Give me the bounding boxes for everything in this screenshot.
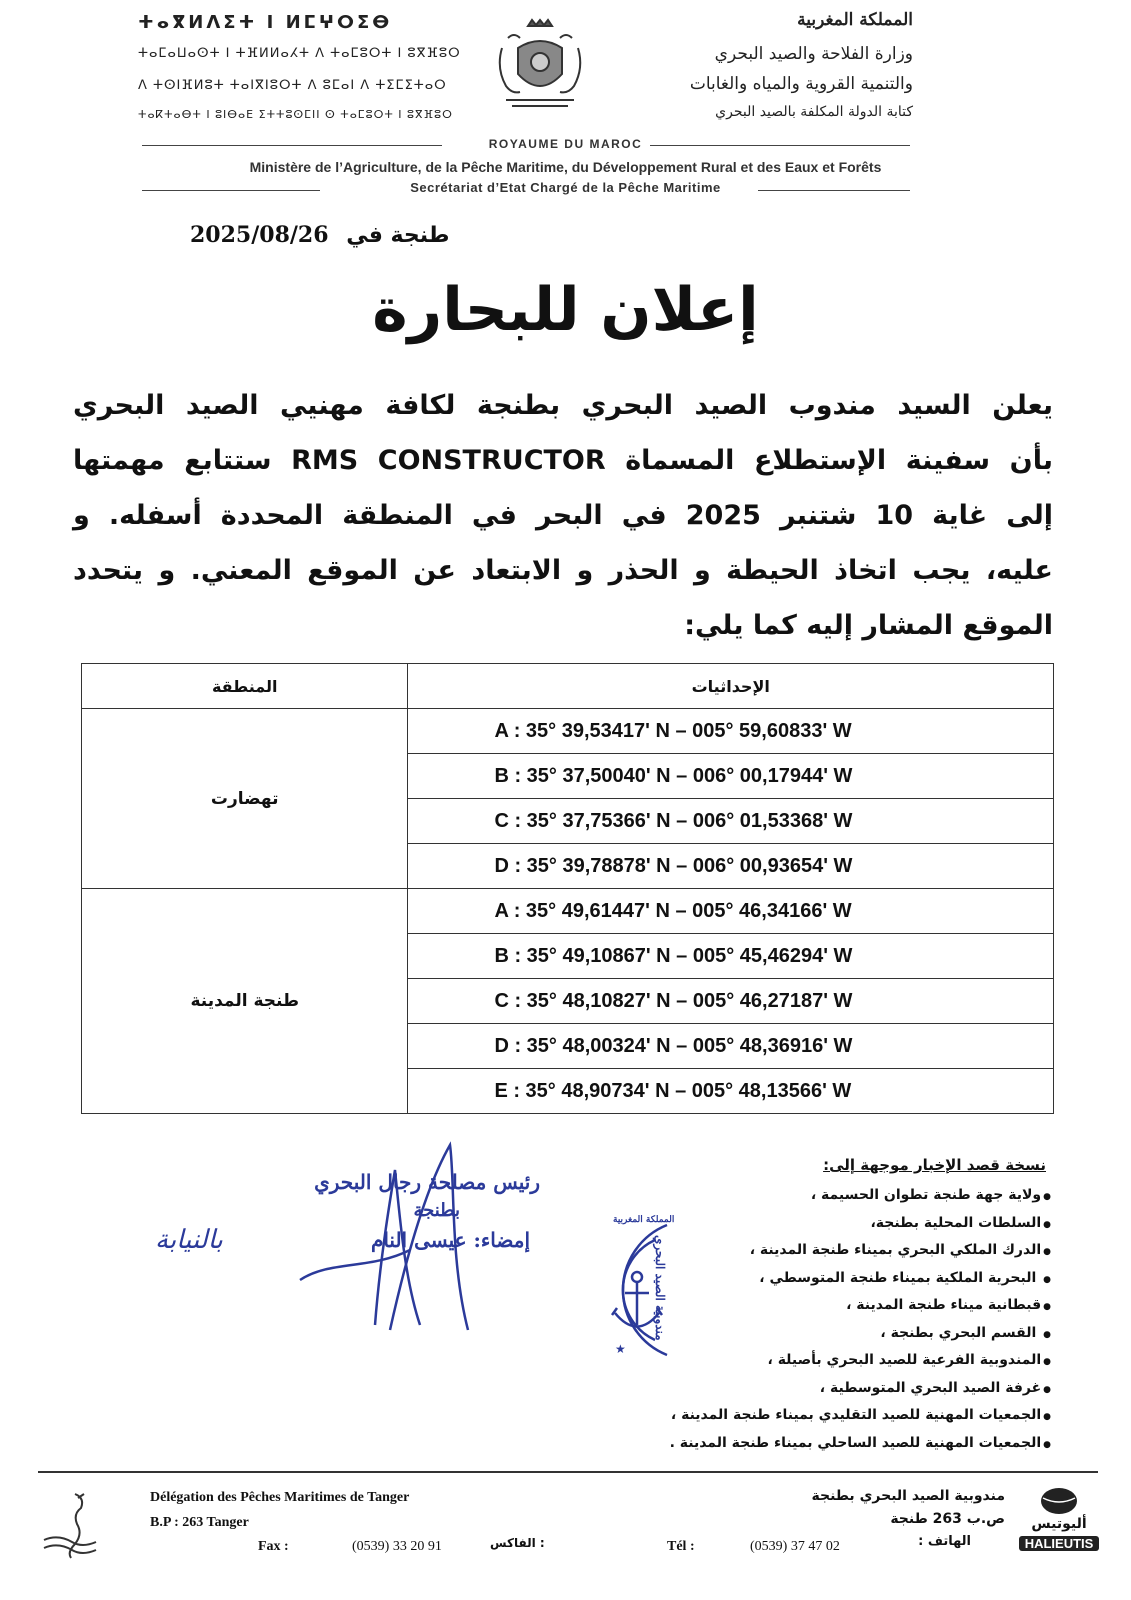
list-item: ● غرفة الصيد البحري المتوسطية ،: [531, 1375, 1051, 1403]
anchor-stamp-icon: [585, 1215, 685, 1365]
header-coordinates: الإحداثيات: [408, 664, 1054, 709]
list-item: ● قبطانية ميناء طنجة المدينة ،: [531, 1292, 1051, 1320]
table-row: [82, 709, 1054, 754]
body-line-2: بأن سفينة الإستطلاع المسماة RMS CONSTRUCTOR ستتابع مهمتها: [73, 445, 1053, 476]
list-item: ● القسم البحري بطنجة ،: [531, 1320, 1051, 1348]
footer-tel-label: Tél :: [667, 1539, 695, 1554]
halieutis-logo-ar: أليوتيس: [1031, 1516, 1087, 1532]
header-divider-bottom-left: [142, 190, 320, 191]
list-item: ● السلطات المحلية بطنجة،: [531, 1210, 1051, 1238]
footer-fax-label: Fax :: [258, 1539, 289, 1554]
header-divider-left: [142, 145, 442, 146]
signature-stamp-line-3: إمضاء: عيسى النام: [370, 1228, 530, 1252]
date-value: 2025/08/26: [190, 222, 329, 248]
round-stamp-inner: المملكة المغربية: [613, 1215, 675, 1225]
halieutis-logo-fr: HALIEUTIS: [1019, 1536, 1099, 1551]
coordinate-point: B : 35° 49,10867' N – 005° 45,46294' W: [408, 934, 1054, 979]
date-prefix: طنجة في: [346, 223, 450, 248]
tifinagh-ministry-line-1: ⵜⴰⵎⴰⵡⴰⵙⵜ ⵏ ⵜⴼⵍⵍⴰⵃⵜ ⴷ ⵜⴰⵎⵓⵔⵜ ⵏ ⵓⴳⴼⵓⵔ: [138, 46, 461, 61]
copy-to-title: نسخة قصد الإخبار موجهة إلى:: [823, 1156, 1046, 1174]
date-line: [190, 222, 449, 248]
footer-ar-name: مندوبية الصيد البحري بطنجة: [811, 1488, 1005, 1504]
footer-divider: [38, 1471, 1098, 1473]
coordinate-point: D : 35° 39,78878' N – 006° 00,93654' W: [408, 844, 1054, 889]
coat-of-arms-emblem: [488, 18, 592, 114]
delegation-logo: [40, 1488, 100, 1560]
signature-stamp-line-2: بطنجة: [413, 1200, 460, 1221]
coordinate-point: C : 35° 48,10827' N – 005° 46,27187' W: [408, 979, 1054, 1024]
arabic-secretariat: كتابة الدولة المكلفة بالصيد البحري: [715, 104, 913, 120]
arabic-ministry-line-1: وزارة الفلاحة والصيد البحري: [714, 44, 913, 64]
list-item: ● البحرية الملكية بميناء طنجة المتوسطي ،: [531, 1265, 1051, 1293]
page-title: إعلان للبحارة: [372, 275, 759, 345]
header-zone: المنطقة: [82, 664, 408, 709]
tifinagh-kingdom: ⵜⴰⴳⵍⴷⵉⵜ ⵏ ⵍⵎⵖⵔⵉⴱ: [138, 12, 393, 33]
list-item: ● الجمعيات المهنية للصيد الساحلي بميناء طنجة المدينة .: [531, 1430, 1051, 1458]
coordinate-point: C : 35° 37,75366' N – 006° 01,53368' W: [408, 799, 1054, 844]
by-delegation-text: بالنيابة: [155, 1225, 223, 1255]
zone-name: طنجة المدينة: [82, 889, 408, 1114]
list-item: ● المندوبية الفرعية للصيد البحري بأصيلة ،: [531, 1347, 1051, 1375]
round-stamp-text: مندوبية الصيد البحري: [653, 1235, 667, 1341]
footer-tel-number: (0539) 37 47 02: [750, 1539, 840, 1554]
table-row: [82, 889, 1054, 934]
body-line-4: عليه، يجب اتخاذ الحيطة و الحذر و الابتعاد عن الموقع المعني. و يتحدد: [73, 555, 1053, 586]
coordinate-point: B : 35° 37,50040' N – 006° 00,17944' W: [408, 754, 1054, 799]
body-line-5: الموقع المشار إليه كما يلي:: [684, 610, 1053, 641]
round-stamp: [585, 1215, 685, 1365]
signature-block: [150, 1140, 570, 1340]
coordinate-point: A : 35° 39,53417' N – 005° 59,60833' W: [408, 709, 1054, 754]
header-divider-bottom-right: [758, 190, 910, 191]
body-line-1: يعلن السيد مندوب الصيد البحري بطنجة لكافة مهنيي الصيد البحري: [73, 390, 1053, 421]
list-item: ● ولاية جهة طنجة تطوان الحسيمة ،: [531, 1182, 1051, 1210]
arabic-kingdom: المملكة المغربية: [797, 10, 913, 30]
table-header-row: [82, 664, 1054, 709]
footer-fax-label-ar: : الفاكس: [490, 1536, 545, 1550]
secretariat-name: Secrétariat d’Etat Chargé de la Pêche Maritime: [410, 180, 721, 195]
signature-stamp-line-1: رئيس مصلحة رجال البحري: [314, 1170, 540, 1194]
header-divider-right: [650, 145, 910, 146]
halieutis-logo: [1017, 1486, 1101, 1558]
zone-name: تهضارت: [82, 709, 408, 889]
coordinates-table: [81, 663, 1054, 1114]
coordinate-point: A : 35° 49,61447' N – 005° 46,34166' W: [408, 889, 1054, 934]
ministry-name: Ministère de l’Agriculture, de la Pêche Maritime, du Développement Rural et des Eaux et Forêts: [249, 159, 882, 175]
body-line-3: إلى غاية 10 شتنبر 2025 في البحر في المنطقة المحددة أسفله. و: [73, 500, 1053, 531]
tifinagh-ministry-line-2: ⴷ ⵜⵙⵏⴼⵍⵓⵜ ⵜⴰⵏⴳⵏⵓⵔⵜ ⴷ ⵓⵎⴰⵏ ⴷ ⵜⵉⵎⵉⵜⴰⵔ: [138, 78, 447, 93]
globe-logo-icon: [1039, 1486, 1079, 1516]
tifinagh-secretariat: ⵜⴰⴽⵜⴰⴱⵜ ⵏ ⵓⵏⴱⴰⴹ ⵉⵜⵜⵓⵙⵎⵏⵏ ⵙ ⵜⴰⵎⵓⵔⵜ ⵏ ⵓⴳⴼⵓⵔ: [138, 108, 453, 121]
footer-fax-number: (0539) 33 20 91: [352, 1539, 442, 1554]
footer-fr-bp: B.P : 263 Tanger: [150, 1515, 249, 1530]
coordinate-point: E : 35° 48,90734' N – 005° 48,13566' W: [408, 1069, 1054, 1114]
footer-fr-name: Délégation des Pêches Maritimes de Tanger: [150, 1490, 410, 1505]
footer-tel-label-ar: الهاتف :: [918, 1534, 971, 1549]
seahorse-logo-icon: [40, 1488, 100, 1560]
arabic-ministry-line-2: والتنمية القروية والمياه والغابات: [689, 74, 913, 94]
royaume-du-maroc-label: ROYAUME DU MAROC: [488, 137, 643, 151]
svg-text:★: ★: [615, 1342, 626, 1356]
list-item: ● الدرك الملكي البحري بميناء طنجة المدينة ،: [531, 1237, 1051, 1265]
footer-ar-bp: ص.ب 263 طنجة: [890, 1511, 1005, 1527]
list-item: ● الجمعيات المهنية للصيد التقليدي بميناء طنجة المدينة ،: [531, 1402, 1051, 1430]
coordinate-point: D : 35° 48,00324' N – 005° 48,36916' W: [408, 1024, 1054, 1069]
